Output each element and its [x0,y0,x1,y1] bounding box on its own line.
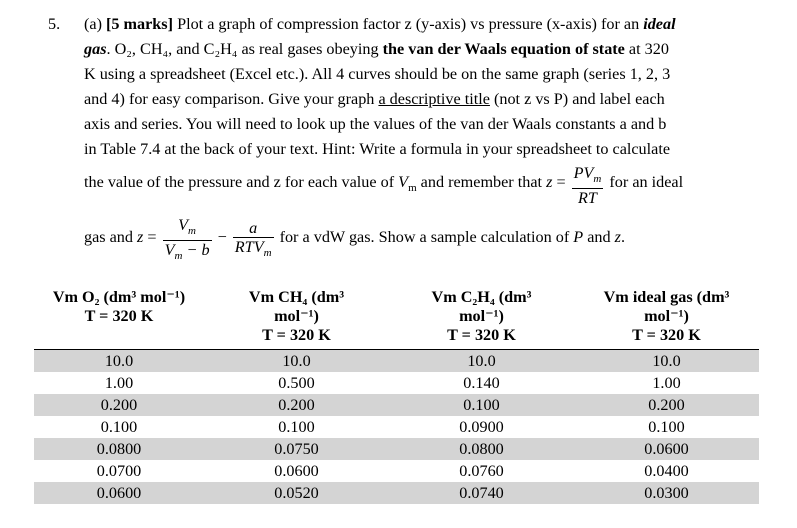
question-body [84,12,768,162]
volume-table [34,288,759,504]
question-line-4: and 4) for easy comparison. Give your graph a descriptive title (not z vs P) and label each [84,90,665,108]
question-line-6: in Table 7.4 at the back of your text. Hint: Write a formula in your spreadsheet to calculate [84,140,671,158]
descriptive-title-underlined: a descriptive title [378,90,490,108]
header-o2: Vm O₂ (dm³ mol⁻¹) T = 320 K [52,288,186,325]
gas-emphasis: gas [84,40,107,58]
question-line-3: K using a spreadsheet (Excel etc.). All 4 curves should be on the same graph (series 1, 2, 3 [84,65,671,83]
vdw-emphasis: the van der Waals equation of state [382,40,625,58]
table-row: 0.0800 0.0750 0.0800 0.0600 [34,438,759,460]
question-line-8: gas and z = $\frac{V_m}{V_m - b}$ − $\frac{a}{RTV_m}$ for a vdW gas. Show a sample calculation of P and z. [84,216,625,265]
question-line-1: (a) [5 marks] Plot a graph of compression factor z (y-axis) vs pressure (x-axis) for an ideal [84,15,676,33]
question-line-7: the value of the pressure and z for each value of $V_m$ and remember that z = $\frac{PV_m}{RT}$ for an ideal [84,164,684,208]
marks-label: [5 marks] [106,15,174,33]
table-header-row [34,288,759,350]
table-row: 0.0600 0.0520 0.0740 0.0300 [34,482,759,504]
table-row: 10.0 10.0 10.0 10.0 [34,350,759,373]
question-number: 5. [48,15,61,33]
ideal-emphasis: ideal [643,15,676,33]
header-c2h4: Vm C₂H₄ (dm³ mol⁻¹) T = 320 K [431,288,532,344]
table-row: 0.200 0.200 0.100 0.200 [34,394,759,416]
question-line-2: gas. O₂, CH₄, and C₂H₄ as real gases obeying the van der Waals equation of state at 320 [84,40,669,58]
header-ideal-gas: Vm ideal gas (dm³ mol⁻¹) T = 320 K [603,288,730,344]
vdw-fraction-1: $\frac{V_m}{V_m - b}$ [164,216,210,263]
vdw-fraction-2: $\frac{a}{RTV_m}$ [234,219,272,260]
ideal-z-fraction: $\frac{PV_m}{RT}$ [573,164,602,208]
header-ch4: Vm CH₄ (dm³ mol⁻¹) T = 320 K [248,288,345,344]
table-row: 1.00 0.500 0.140 1.00 [104,374,681,392]
question-line-5: axis and series. You will need to look up the values of the van der Waals constants a and b [84,115,667,133]
table-row: 0.0700 0.0600 0.0760 0.0400 [96,462,689,480]
table-row: 0.100 0.100 0.0900 0.100 [100,418,685,436]
